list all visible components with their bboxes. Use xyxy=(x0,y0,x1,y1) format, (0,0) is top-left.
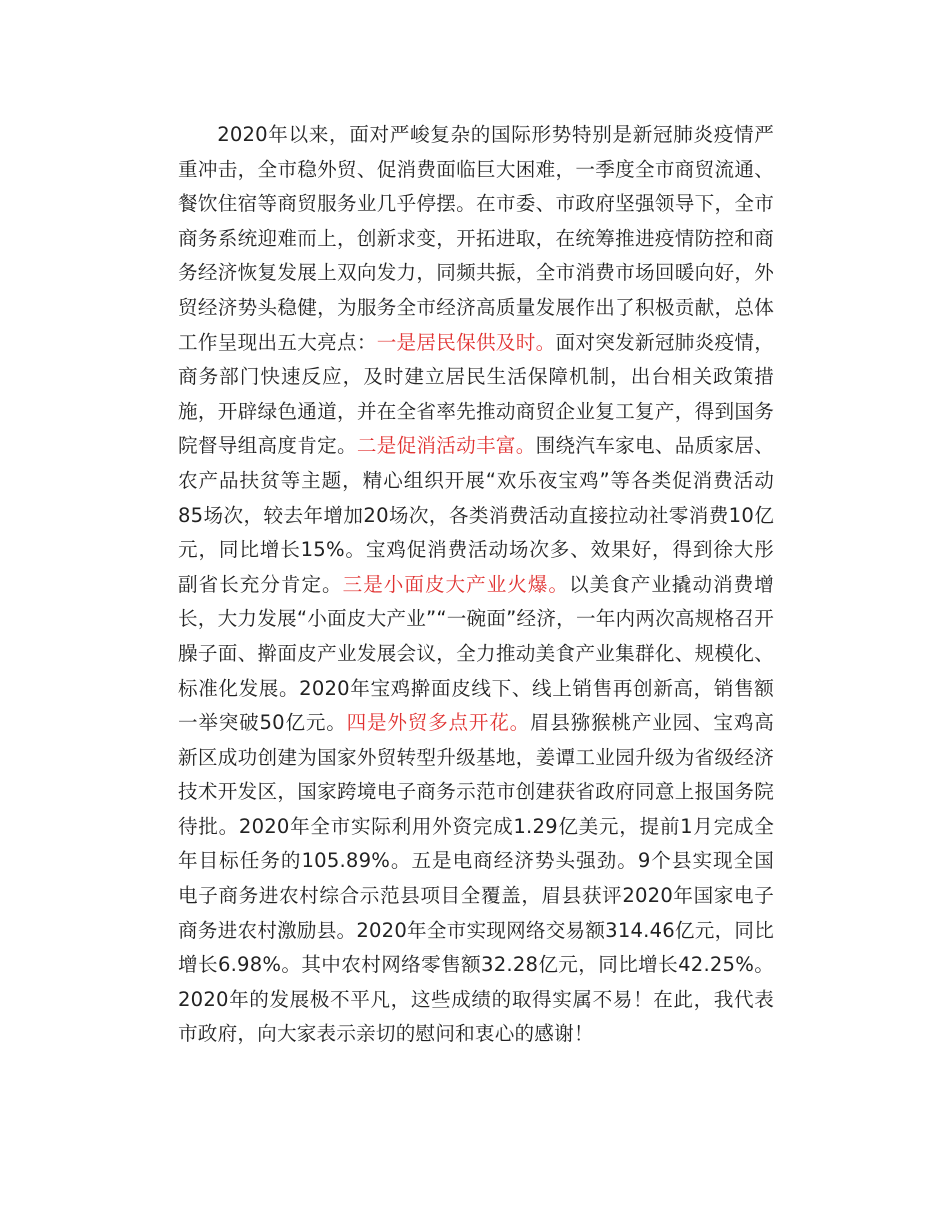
text-run: 面对突发新冠肺炎疫情，商务部门快速反应，及时建立居民生活保障机制，出台相关政策措施，开辟绿色通道，并在全省率先推动商贸企业复工复产，得到国务院督导组高度肯定。 xyxy=(178,330,774,458)
document-page xyxy=(178,118,774,1052)
highlight-run-3: 三是小面皮大产业火爆。 xyxy=(342,572,570,596)
text-run: 以美食产业撬动消费增长，大力发展“小面皮大产业”“一碗面”经济，一年内两次高规格召开臊子面、擀面皮产业发展会议，全力推动美食产业集群化、规模化、标准化发展。2020年宝鸡擀面皮线下、线上销售再创新高，销售额一举突破50亿元。 xyxy=(178,572,775,735)
body-paragraph xyxy=(178,118,774,1052)
highlight-run-2: 二是促消活动丰富。 xyxy=(356,434,536,458)
text-run: 2020年以来，面对严峻复杂的国际形势特别是新冠肺炎疫情严重冲击，全市稳外贸、促消费面临巨大困难，一季度全市商贸流通、餐饮住宿等商贸服务业几乎停摆。在市委、市政府坚强领导下，全市商务系统迎难而上，创新求变，开拓进取，在统筹推进疫情防控和商务经济恢复发展上双向发力，同频共振，全市消费市场回暖向好，外贸经济势头稳健，为服务全市经济高质量发展作出了积极贡献，总体工作呈现出五大亮点： xyxy=(178,123,774,354)
text-run: 眉县猕猴桃产业园、宝鸡高新区成功创建为国家外贸转型升级基地，姜谭工业园升级为省级经济技术开发区，国家跨境电子商务示范市创建获省政府同意上报国务院待批。2020年全市实际利用外资完成1.29亿美元，提前1月完成全年目标任务的105.89%。五是电商经济势头强劲。9个县实现全国电子商务进农村综合示范县项目全覆盖，眉县获评2020年国家电子商务进农村激励县。2020年全市实现网络交易额314.46亿元，同比增长6.98%。其中农村网络零售额32.28亿元，同比增长42.25%。2020年的发展极不平凡，这些成绩的取得实属不易！在此，我代表市政府，向大家表示亲切的慰问和衷心的感谢！ xyxy=(178,711,774,1046)
highlight-run-1: 一是居民保供及时。 xyxy=(376,330,556,354)
highlight-run-4: 四是外贸多点开花。 xyxy=(346,711,531,735)
text-run: 围绕汽车家电、品质家居、农产品扶贫等主题，精心组织开展“欢乐夜宝鸡”等各类促消费活动85场次，较去年增加20场次，各类消费活动直接拉动社零消费10亿元，同比增长15%。宝鸡促消费活动场次多、效果好，得到徐大彤副省长充分肯定。 xyxy=(178,434,774,596)
